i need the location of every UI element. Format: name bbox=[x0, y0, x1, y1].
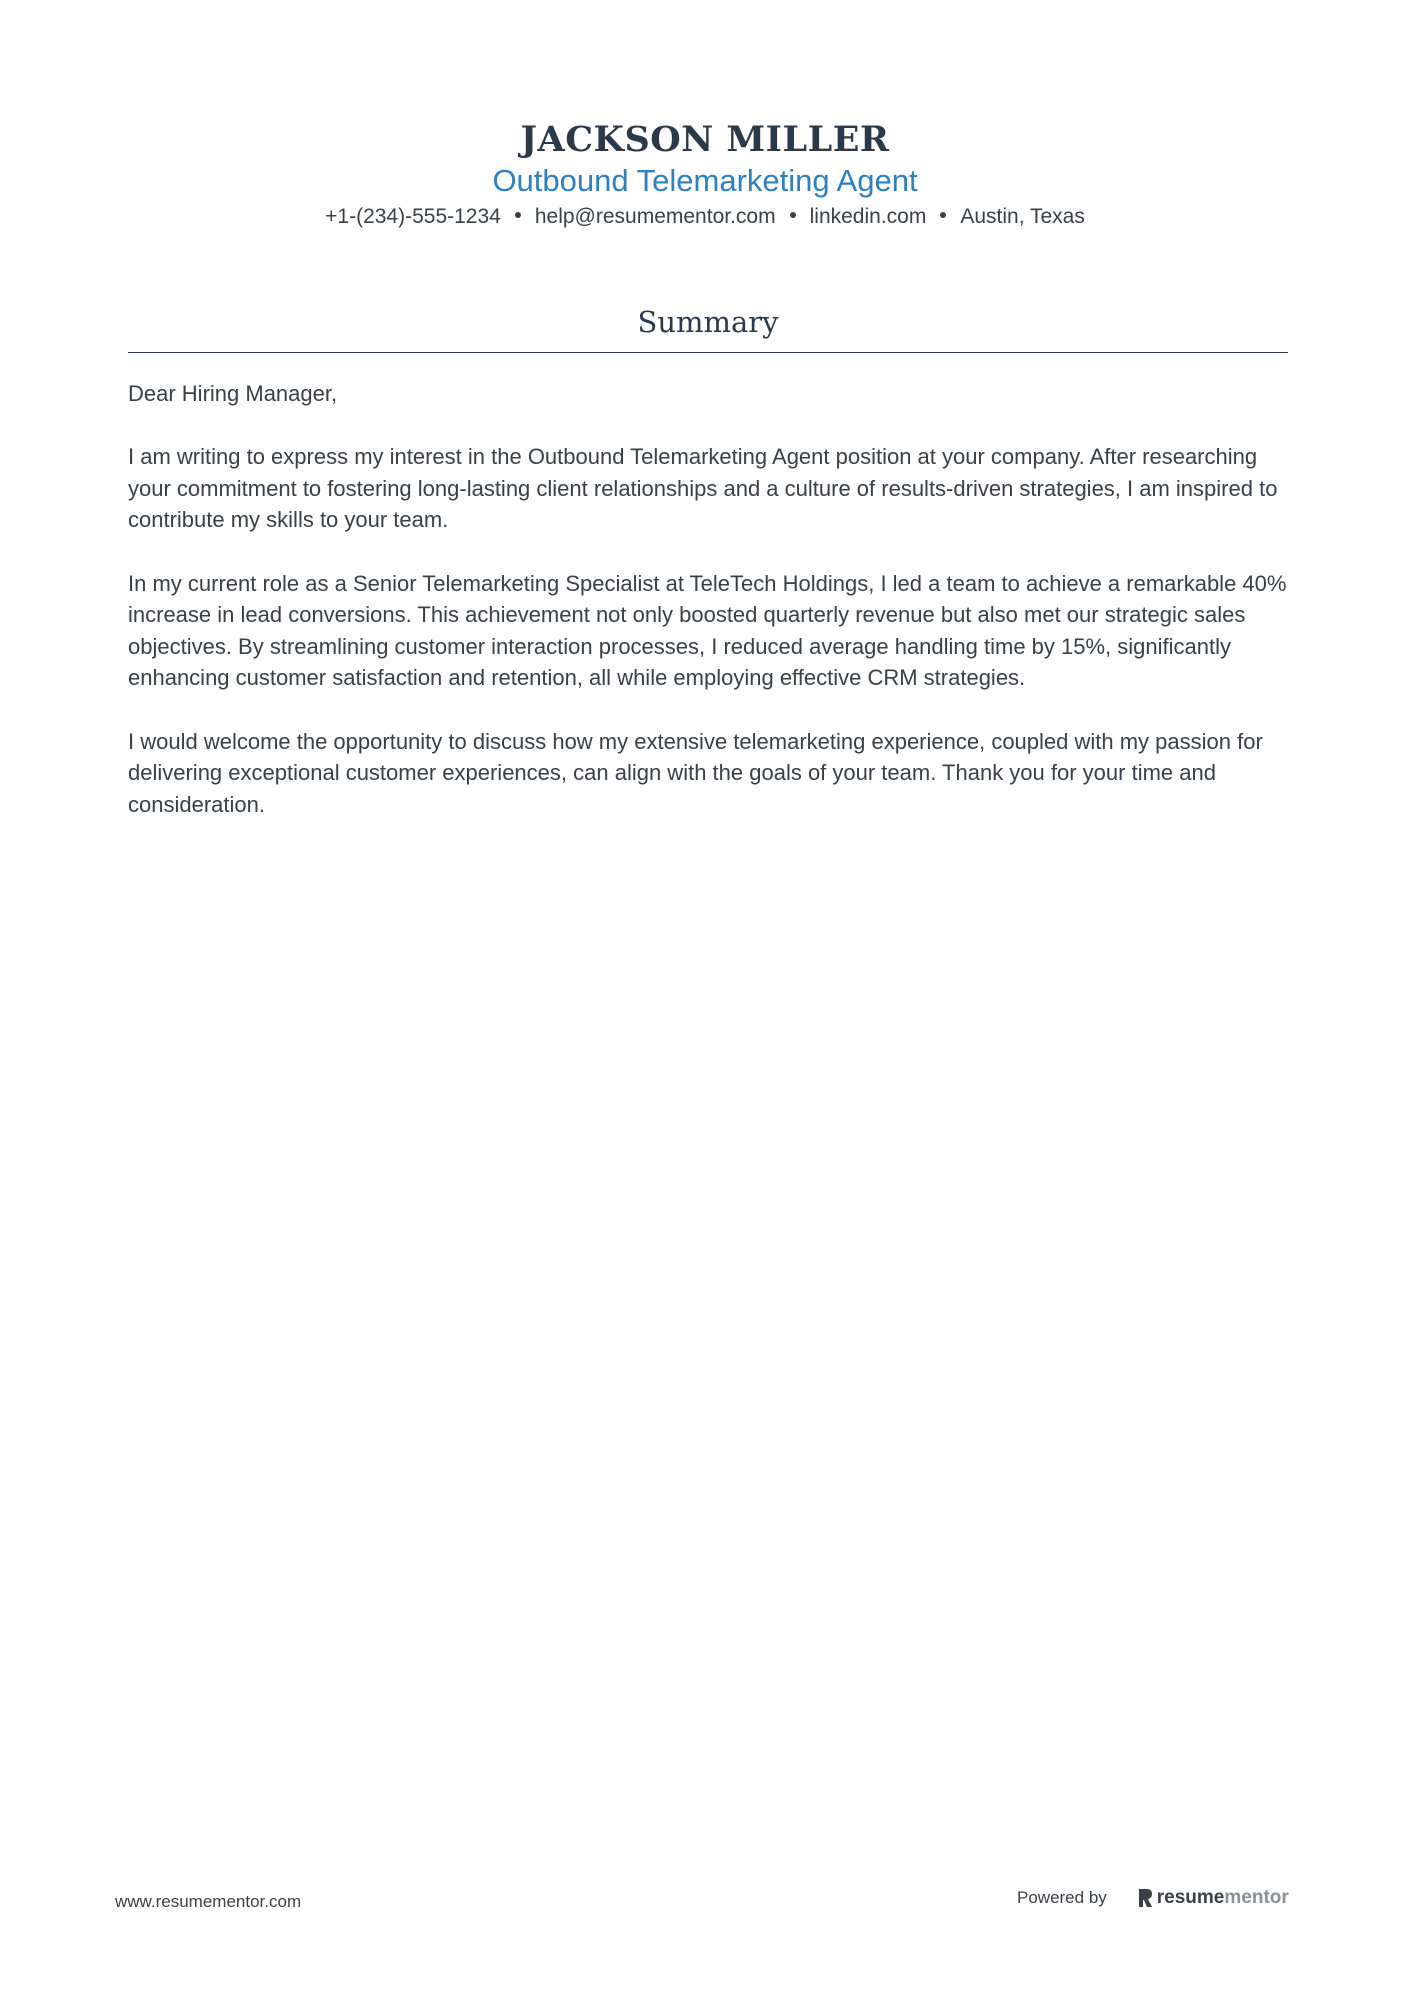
bullet-separator bbox=[515, 212, 521, 218]
section-divider bbox=[128, 352, 1288, 353]
letter-paragraph: I would welcome the opportunity to discuss how my extensive telemarketing experience, coupled with my passion for delivering exceptional customer experiences, can align with the goals of your team. Thank you for your time and consideration. bbox=[128, 728, 1263, 817]
letter-greeting: Dear Hiring Manager, bbox=[128, 381, 338, 406]
section-title: Summary bbox=[637, 305, 779, 339]
job-title: Outbound Telemarketing Agent bbox=[492, 163, 918, 198]
contact-location: Austin, Texas bbox=[960, 205, 1085, 228]
candidate-name: JACKSON MILLER bbox=[520, 119, 890, 160]
footer-website[interactable]: www.resumementor.com bbox=[115, 1892, 302, 1911]
contact-line bbox=[0, 202, 1410, 232]
contact-linkedin: linkedin.com bbox=[809, 205, 927, 228]
letter-paragraph: In my current role as a Senior Telemarketing Specialist at TeleTech Holdings, I led a team to achieve a remarkable 40% increase in lead conversions. This achievement not only boosted quarterly revenue but also met our strategic sales objectives. By streamlining customer interaction processes, I reduced average handling time by 15%, significantly enhancing customer satisfaction and retention, all while employing effective CRM strategies. bbox=[128, 570, 1287, 691]
cover-letter-body bbox=[128, 378, 1293, 852]
contact-email: help@resumementor.com bbox=[534, 205, 776, 228]
letter-paragraph: I am writing to express my interest in the Outbound Telemarketing Agent position at your company. After researching your commitment to fostering long-lasting client relationships and a culture of results-driven strategies, I am inspired to contribute my skills to your team. bbox=[128, 444, 1278, 533]
resume-header bbox=[0, 118, 1410, 232]
brand-logo-text[interactable]: resumementor bbox=[1156, 1887, 1289, 1908]
powered-by-label: Powered by bbox=[1017, 1888, 1107, 1907]
bullet-separator bbox=[940, 212, 946, 218]
bullet-separator bbox=[790, 212, 796, 218]
footer-branding bbox=[1017, 1887, 1289, 1909]
resumementor-logo-icon bbox=[1137, 1888, 1154, 1908]
contact-phone: +1-(234)-555-1234 bbox=[325, 205, 501, 228]
